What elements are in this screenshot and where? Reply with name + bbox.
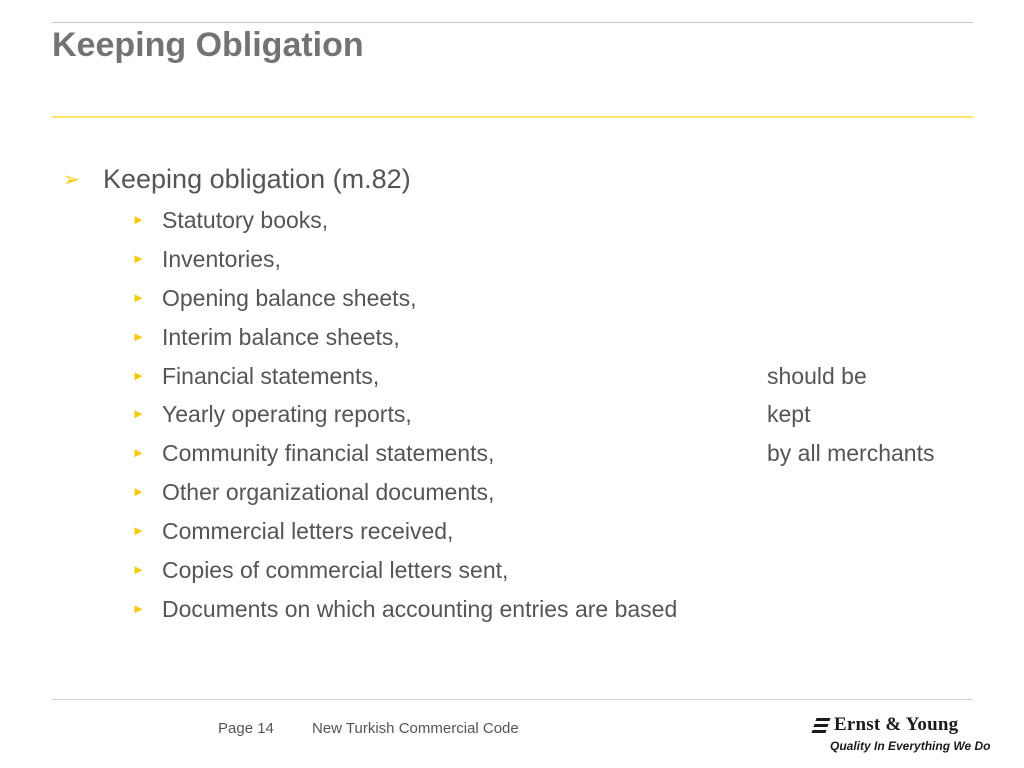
list-item-text: Interim balance sheets,	[162, 324, 400, 350]
triangle-bullet-icon: ►	[132, 251, 145, 266]
footer-document-title: New Turkish Commercial Code	[312, 720, 519, 737]
side-note-line: should be	[767, 363, 867, 389]
slide-title: Keeping Obligation	[52, 26, 364, 64]
logo-bars-icon	[810, 716, 830, 736]
triangle-bullet-icon: ►	[132, 290, 145, 305]
list-item-text: Other organizational documents,	[162, 479, 495, 505]
triangle-bullet-icon: ►	[132, 368, 145, 383]
ernst-young-logo	[808, 712, 991, 756]
arrowhead-bullet-icon: ➢	[63, 169, 80, 191]
top-divider	[52, 22, 973, 23]
triangle-bullet-icon: ►	[132, 329, 145, 344]
triangle-bullet-icon: ►	[132, 212, 145, 227]
list-item-text: Copies of commercial letters sent,	[162, 557, 509, 583]
triangle-bullet-icon: ►	[132, 406, 145, 421]
footer-divider	[52, 699, 973, 700]
list-item-text: Inventories,	[162, 246, 281, 272]
side-note-line: kept	[767, 401, 811, 427]
logo-wordmark: Ernst & Young	[834, 714, 959, 735]
side-note-line: by all merchants	[767, 440, 935, 466]
list-item-text: Documents on which accounting entries are based	[162, 596, 678, 622]
list-item-text: Statutory books,	[162, 207, 329, 233]
triangle-bullet-icon: ►	[132, 445, 145, 460]
triangle-bullet-icon: ►	[132, 601, 145, 616]
list-item-text: Opening balance sheets,	[162, 285, 417, 311]
list-item-text: Community financial statements,	[162, 440, 495, 466]
page-number: Page 14	[218, 720, 274, 737]
triangle-bullet-icon: ►	[132, 484, 145, 499]
logo-tagline: Quality In Everything We Do	[830, 739, 991, 753]
list-item-text: Financial statements,	[162, 363, 380, 389]
triangle-bullet-icon: ►	[132, 523, 145, 538]
triangle-bullet-icon: ►	[132, 562, 145, 577]
list-item-text: Yearly operating reports,	[162, 401, 412, 427]
main-bullet-text: Keeping obligation (m.82)	[103, 164, 411, 194]
title-underline	[52, 116, 973, 118]
list-item-text: Commercial letters received,	[162, 518, 454, 544]
